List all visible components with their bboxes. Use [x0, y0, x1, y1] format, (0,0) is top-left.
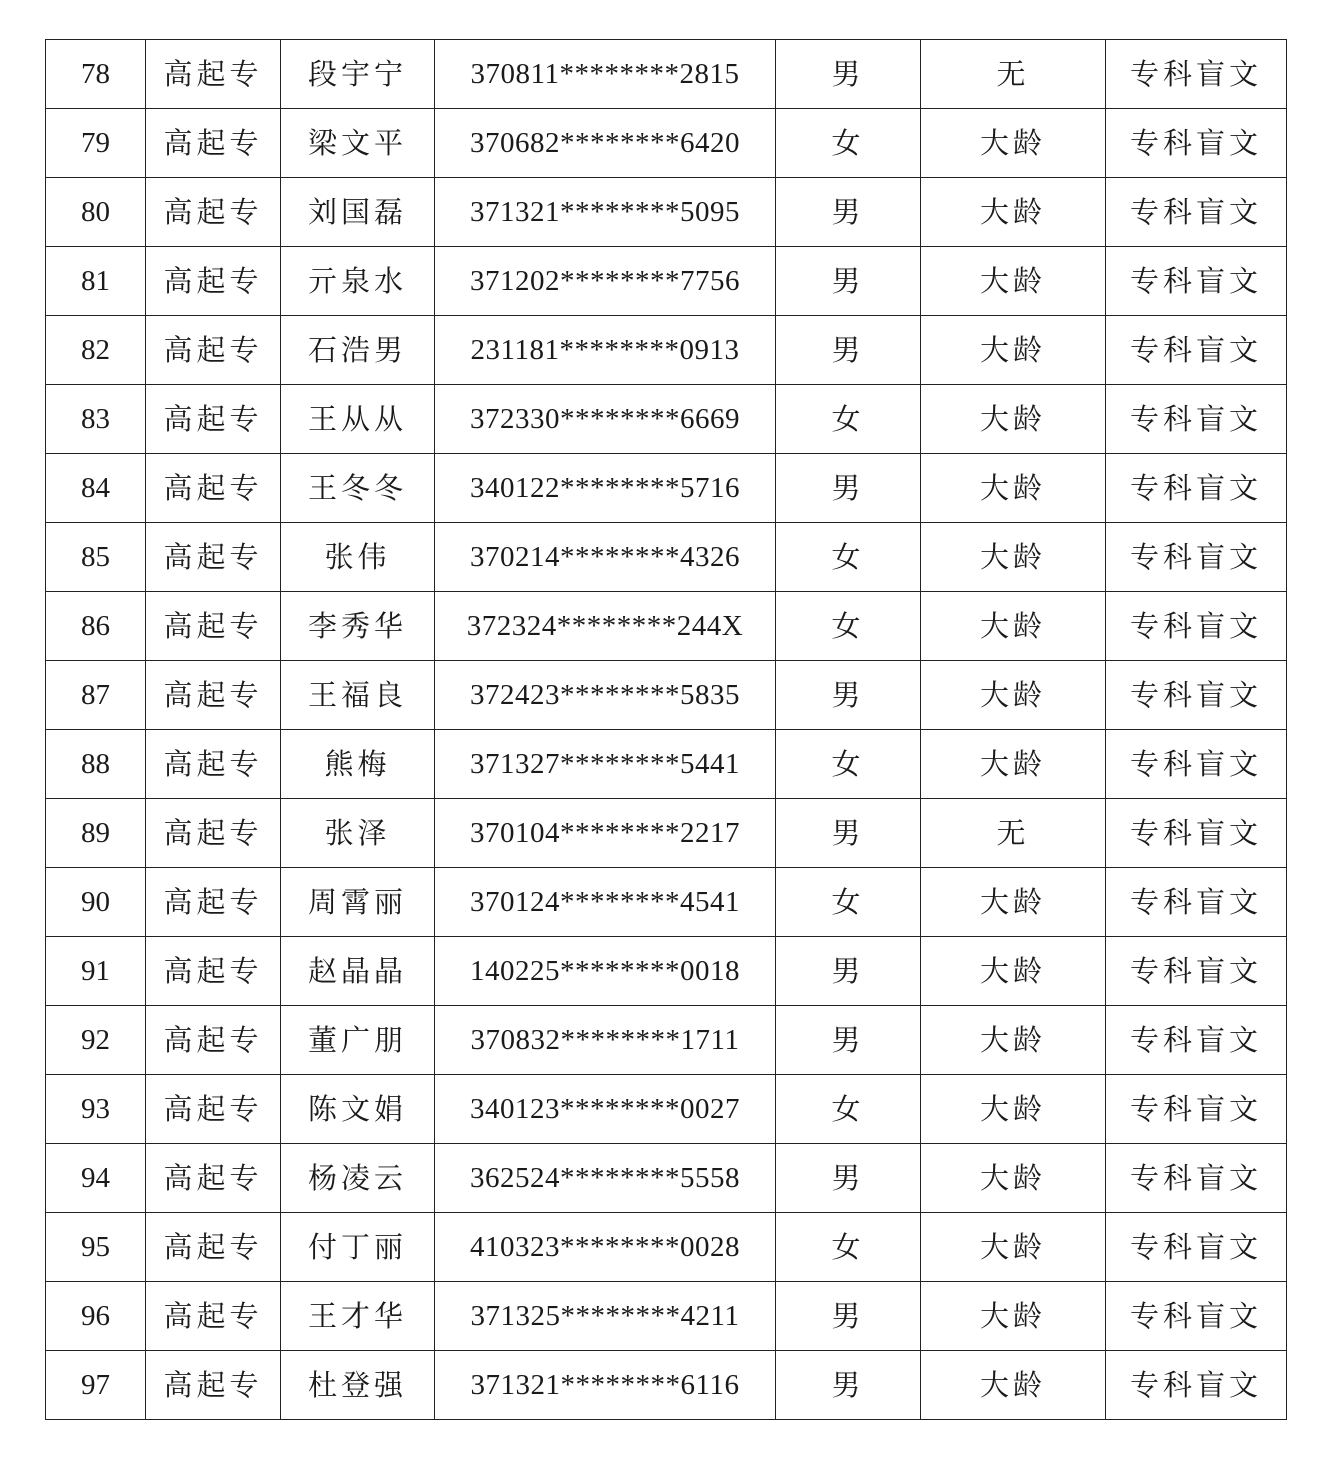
cell-number: 86: [46, 592, 146, 661]
cell-gender: 男: [776, 1351, 921, 1420]
cell-name: 付丁丽: [281, 1213, 435, 1282]
table-row: [46, 799, 1287, 868]
cell-level: 高起专: [146, 661, 281, 730]
cell-id-number: 370214********4326: [435, 523, 776, 592]
cell-name: 石浩男: [281, 316, 435, 385]
table-row: [46, 1282, 1287, 1351]
cell-name: 梁文平: [281, 109, 435, 178]
cell-number: 79: [46, 109, 146, 178]
cell-id-number: 231181********0913: [435, 316, 776, 385]
cell-major: 专科盲文: [1106, 1075, 1287, 1144]
cell-level: 高起专: [146, 592, 281, 661]
cell-level: 高起专: [146, 1144, 281, 1213]
cell-bonus: 无: [921, 40, 1106, 109]
table-row: [46, 316, 1287, 385]
cell-bonus: 大龄: [921, 868, 1106, 937]
cell-gender: 男: [776, 316, 921, 385]
table-row: [46, 661, 1287, 730]
cell-level: 高起专: [146, 1006, 281, 1075]
cell-level: 高起专: [146, 247, 281, 316]
cell-name: 王才华: [281, 1282, 435, 1351]
cell-name: 董广朋: [281, 1006, 435, 1075]
cell-bonus: 大龄: [921, 661, 1106, 730]
table-row: [46, 1075, 1287, 1144]
table-row: [46, 1213, 1287, 1282]
table-row: [46, 937, 1287, 1006]
cell-name: 刘国磊: [281, 178, 435, 247]
cell-bonus: 大龄: [921, 385, 1106, 454]
cell-number: 85: [46, 523, 146, 592]
cell-number: 92: [46, 1006, 146, 1075]
cell-gender: 女: [776, 730, 921, 799]
cell-id-number: 340122********5716: [435, 454, 776, 523]
table-row: [46, 109, 1287, 178]
cell-number: 81: [46, 247, 146, 316]
cell-major: 专科盲文: [1106, 868, 1287, 937]
cell-number: 78: [46, 40, 146, 109]
cell-name: 赵晶晶: [281, 937, 435, 1006]
cell-major: 专科盲文: [1106, 109, 1287, 178]
cell-bonus: 大龄: [921, 1282, 1106, 1351]
cell-name: 周霄丽: [281, 868, 435, 937]
cell-level: 高起专: [146, 937, 281, 1006]
cell-major: 专科盲文: [1106, 385, 1287, 454]
cell-name: 张伟: [281, 523, 435, 592]
cell-name: 王冬冬: [281, 454, 435, 523]
cell-level: 高起专: [146, 385, 281, 454]
cell-bonus: 大龄: [921, 109, 1106, 178]
cell-id-number: 372330********6669: [435, 385, 776, 454]
cell-major: 专科盲文: [1106, 523, 1287, 592]
cell-gender: 男: [776, 247, 921, 316]
cell-level: 高起专: [146, 868, 281, 937]
cell-name: 张泽: [281, 799, 435, 868]
cell-id-number: 370104********2217: [435, 799, 776, 868]
cell-level: 高起专: [146, 40, 281, 109]
cell-major: 专科盲文: [1106, 1351, 1287, 1420]
cell-major: 专科盲文: [1106, 937, 1287, 1006]
cell-number: 83: [46, 385, 146, 454]
cell-number: 88: [46, 730, 146, 799]
cell-number: 91: [46, 937, 146, 1006]
cell-id-number: 371325********4211: [435, 1282, 776, 1351]
cell-major: 专科盲文: [1106, 178, 1287, 247]
cell-major: 专科盲文: [1106, 316, 1287, 385]
cell-id-number: 340123********0027: [435, 1075, 776, 1144]
cell-level: 高起专: [146, 109, 281, 178]
cell-gender: 男: [776, 1006, 921, 1075]
table-row: [46, 1351, 1287, 1420]
cell-id-number: 372324********244X: [435, 592, 776, 661]
cell-id-number: 140225********0018: [435, 937, 776, 1006]
table-row: [46, 1006, 1287, 1075]
cell-number: 90: [46, 868, 146, 937]
cell-level: 高起专: [146, 1213, 281, 1282]
cell-number: 80: [46, 178, 146, 247]
cell-bonus: 大龄: [921, 592, 1106, 661]
cell-bonus: 大龄: [921, 1351, 1106, 1420]
cell-id-number: 371327********5441: [435, 730, 776, 799]
cell-level: 高起专: [146, 316, 281, 385]
cell-bonus: 大龄: [921, 937, 1106, 1006]
cell-number: 97: [46, 1351, 146, 1420]
cell-bonus: 大龄: [921, 1144, 1106, 1213]
cell-id-number: 370811********2815: [435, 40, 776, 109]
cell-gender: 男: [776, 454, 921, 523]
cell-major: 专科盲文: [1106, 454, 1287, 523]
cell-level: 高起专: [146, 1282, 281, 1351]
cell-level: 高起专: [146, 799, 281, 868]
cell-name: 杨凌云: [281, 1144, 435, 1213]
cell-id-number: 370832********1711: [435, 1006, 776, 1075]
cell-gender: 女: [776, 1213, 921, 1282]
cell-major: 专科盲文: [1106, 1006, 1287, 1075]
cell-gender: 男: [776, 799, 921, 868]
cell-number: 84: [46, 454, 146, 523]
cell-name: 李秀华: [281, 592, 435, 661]
cell-number: 82: [46, 316, 146, 385]
cell-bonus: 大龄: [921, 178, 1106, 247]
cell-gender: 女: [776, 592, 921, 661]
cell-bonus: 大龄: [921, 316, 1106, 385]
cell-name: 熊梅: [281, 730, 435, 799]
cell-id-number: 370124********4541: [435, 868, 776, 937]
roster-table: [45, 39, 1287, 1420]
table-row: [46, 454, 1287, 523]
cell-major: 专科盲文: [1106, 592, 1287, 661]
cell-number: 87: [46, 661, 146, 730]
cell-gender: 女: [776, 523, 921, 592]
table-row: [46, 592, 1287, 661]
cell-level: 高起专: [146, 1075, 281, 1144]
cell-bonus: 大龄: [921, 1006, 1106, 1075]
cell-id-number: 372423********5835: [435, 661, 776, 730]
cell-gender: 男: [776, 1282, 921, 1351]
cell-gender: 男: [776, 178, 921, 247]
cell-id-number: 370682********6420: [435, 109, 776, 178]
cell-gender: 女: [776, 868, 921, 937]
roster-body: [46, 40, 1287, 1420]
cell-name: 陈文娟: [281, 1075, 435, 1144]
table-row: [46, 385, 1287, 454]
cell-bonus: 大龄: [921, 523, 1106, 592]
cell-major: 专科盲文: [1106, 40, 1287, 109]
table-row: [46, 523, 1287, 592]
cell-bonus: 无: [921, 799, 1106, 868]
cell-bonus: 大龄: [921, 247, 1106, 316]
cell-name: 亓泉水: [281, 247, 435, 316]
cell-level: 高起专: [146, 454, 281, 523]
table-row: [46, 730, 1287, 799]
table-row: [46, 1144, 1287, 1213]
cell-id-number: 371202********7756: [435, 247, 776, 316]
table-row: [46, 40, 1287, 109]
cell-major: 专科盲文: [1106, 1282, 1287, 1351]
cell-gender: 男: [776, 661, 921, 730]
cell-name: 杜登强: [281, 1351, 435, 1420]
cell-level: 高起专: [146, 730, 281, 799]
cell-id-number: 371321********6116: [435, 1351, 776, 1420]
table-row: [46, 178, 1287, 247]
cell-major: 专科盲文: [1106, 661, 1287, 730]
cell-gender: 女: [776, 385, 921, 454]
cell-gender: 女: [776, 109, 921, 178]
cell-level: 高起专: [146, 178, 281, 247]
cell-id-number: 371321********5095: [435, 178, 776, 247]
cell-major: 专科盲文: [1106, 799, 1287, 868]
cell-number: 94: [46, 1144, 146, 1213]
cell-name: 王从从: [281, 385, 435, 454]
cell-major: 专科盲文: [1106, 1213, 1287, 1282]
cell-level: 高起专: [146, 523, 281, 592]
cell-number: 89: [46, 799, 146, 868]
table-row: [46, 247, 1287, 316]
cell-gender: 男: [776, 1144, 921, 1213]
cell-major: 专科盲文: [1106, 247, 1287, 316]
cell-name: 段宇宁: [281, 40, 435, 109]
table-row: [46, 868, 1287, 937]
cell-id-number: 410323********0028: [435, 1213, 776, 1282]
cell-gender: 男: [776, 937, 921, 1006]
cell-bonus: 大龄: [921, 1075, 1106, 1144]
cell-bonus: 大龄: [921, 454, 1106, 523]
cell-gender: 男: [776, 40, 921, 109]
cell-number: 93: [46, 1075, 146, 1144]
cell-bonus: 大龄: [921, 1213, 1106, 1282]
cell-major: 专科盲文: [1106, 1144, 1287, 1213]
cell-major: 专科盲文: [1106, 730, 1287, 799]
cell-name: 王福良: [281, 661, 435, 730]
cell-number: 95: [46, 1213, 146, 1282]
cell-level: 高起专: [146, 1351, 281, 1420]
cell-gender: 女: [776, 1075, 921, 1144]
cell-number: 96: [46, 1282, 146, 1351]
cell-bonus: 大龄: [921, 730, 1106, 799]
cell-id-number: 362524********5558: [435, 1144, 776, 1213]
